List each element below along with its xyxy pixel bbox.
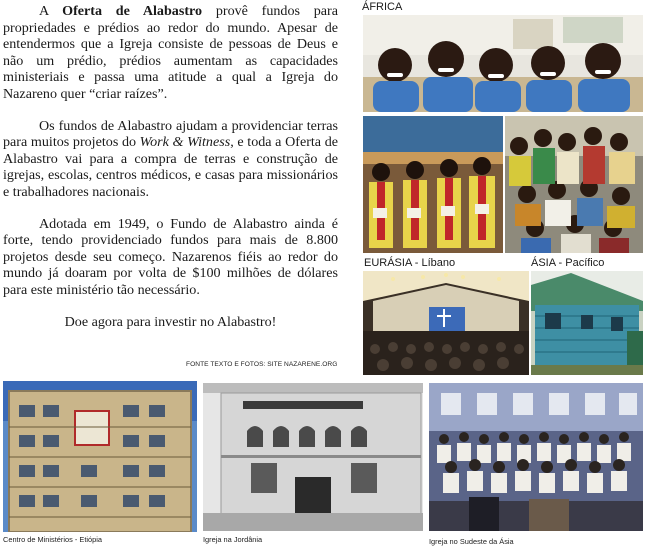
caption-southeast-asia: Igreja no Sudeste da Ásia	[429, 537, 514, 546]
region-label-asia-pacific: ÁSIA - Pacífico	[531, 257, 605, 269]
southeast-asia-church-image	[429, 383, 643, 531]
source-credit: FONTE TEXTO E FOTOS: SITE NAZARENE.ORG	[186, 361, 338, 368]
paragraph-3: Adotada em 1949, o Fundo de Alabastro ainda é forte, tendo providenciado fundos para mais de 8.800 projetos desde seu começo. Nazarenos fiéis ao redor do mundo já doaram por volta de $100 milhões de dólares para este ministério tão necessário.	[3, 215, 338, 298]
work-witness-term: Work & Witness	[139, 134, 231, 151]
photo-graduation	[363, 116, 503, 253]
region-label-africa: ÁFRICA	[362, 1, 403, 13]
region-label-eurasia: EURÁSIA - Líbano	[364, 257, 456, 269]
p2-body: , e toda a Oferta de Alabastro vai para a compra de terras e construção de igrejas, escolas, centros médicos, e casas para missionários e trabalhadores nacionais.	[3, 134, 338, 200]
p1-body: provê fundos para propriedades e prédios ao redor do mundo. Apesar de entendermos que a Igreja consiste de pessoas de Deus e não um prédio, prédios aumentam as capacidades ministeriais e passa uma atitude a qual a Igreja do Nazareno quer “criar raízes”.	[3, 3, 338, 102]
photo-pacific-church	[531, 271, 643, 375]
pacific-church-image	[531, 271, 643, 375]
ethiopia-center-image	[3, 381, 197, 532]
paragraph-2	[3, 118, 338, 201]
photo-africa-children	[363, 15, 643, 112]
africa-children-image	[363, 15, 643, 112]
lebanon-church-image	[363, 271, 529, 375]
p2-lead: Os fundos de Alabastro ajudam a providenciar terras para muitos projetos do	[3, 117, 338, 151]
call-to-action: Doe agora para investir no Alabastro!	[64, 313, 277, 330]
paragraph-1	[3, 3, 338, 103]
graduation-image	[363, 116, 503, 253]
jordan-church-image	[203, 383, 423, 531]
photo-lebanon-church	[363, 271, 529, 375]
photo-jordan-church	[203, 383, 423, 531]
p1-lead: A	[39, 3, 63, 19]
caption-ethiopia: Centro de Ministérios - Etiópia	[3, 535, 102, 544]
caption-jordan: Igreja na Jordânia	[203, 535, 263, 544]
photo-group	[505, 116, 643, 253]
offering-name: Oferta de Alabastro	[62, 3, 203, 19]
photo-ethiopia-center	[3, 381, 197, 532]
article-text	[3, 3, 338, 345]
photo-southeast-asia-church	[429, 383, 643, 531]
group-image	[505, 116, 643, 253]
